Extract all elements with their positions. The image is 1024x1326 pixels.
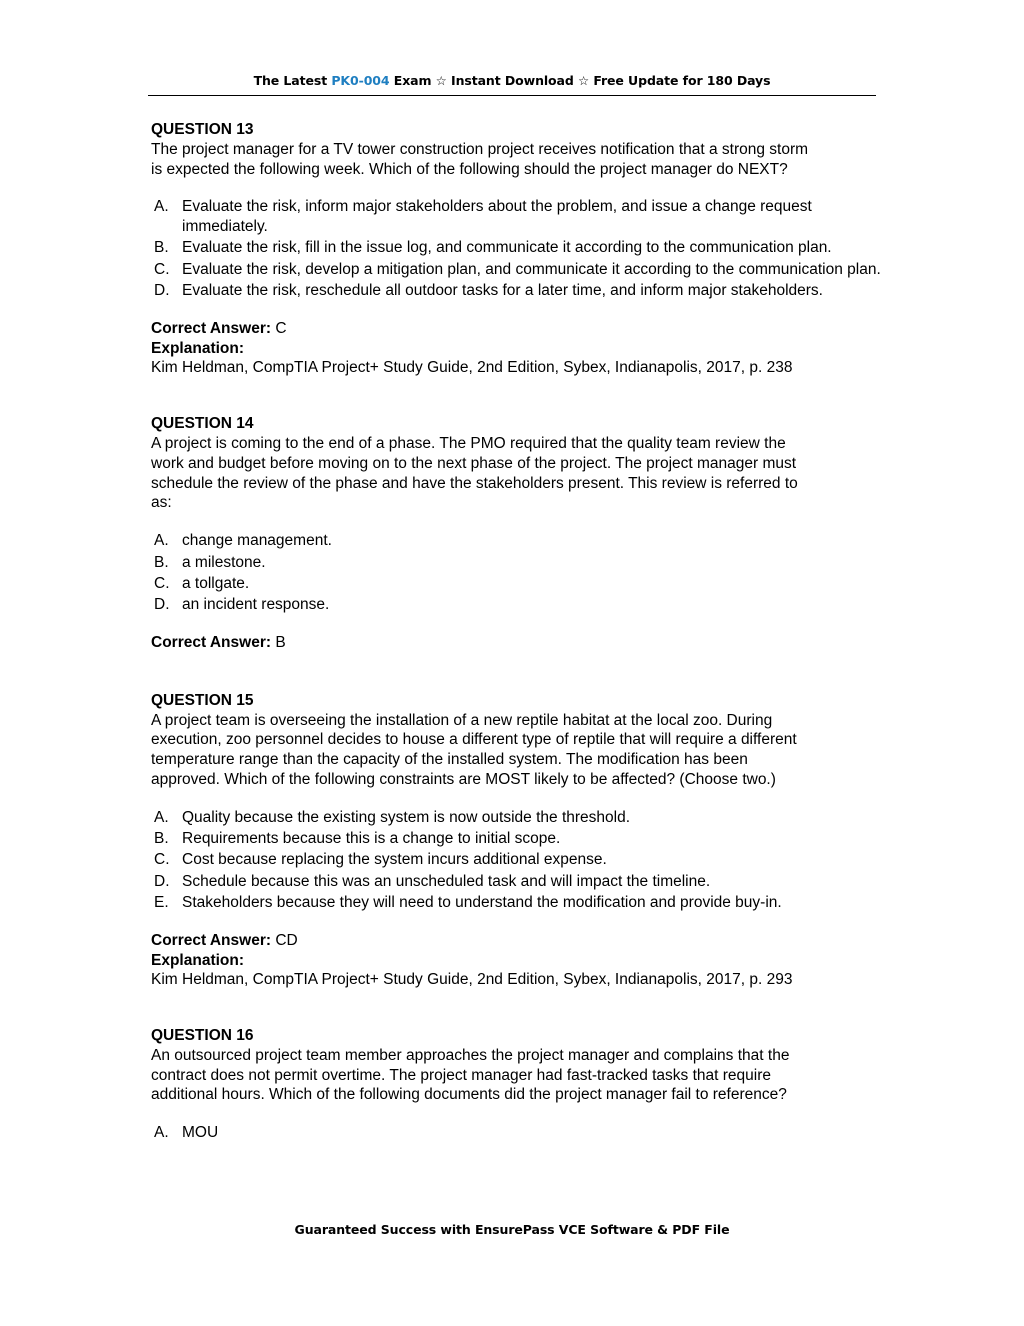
option-letter: E. [154,893,169,911]
option-item [151,260,901,280]
question-block [151,691,901,990]
header-suffix: Exam ☆ Instant Download ☆ Free Update for 180 Days [393,73,771,88]
options-list [151,1123,901,1143]
option-letter: A. [154,808,169,826]
option-text: Evaluate the risk, reschedule all outdoor tasks for a later time, and inform major stakeholders. [182,282,823,300]
option-letter: A. [154,532,169,550]
options-list [151,808,901,913]
option-text: Stakeholders because they will need to understand the modification and provide buy-in. [182,893,782,911]
option-item [151,531,901,551]
option-item [151,872,901,892]
option-item [151,238,901,258]
option-text: Schedule because this was an unscheduled task and will impact the timeline. [182,872,711,890]
stem-line: additional hours. Which of the following documents did the project manager fail to reference? [151,1086,787,1104]
question-block [151,414,901,652]
option-letter: D. [154,872,170,890]
stem-line: The project manager for a TV tower construction project receives notification that a strong storm [151,140,809,158]
option-item [151,574,901,594]
option-text: Evaluate the risk, fill in the issue log, and communicate it according to the communication plan. [182,239,832,257]
option-item [151,281,901,301]
option-letter: A. [154,1124,169,1142]
header-prefix: The Latest [253,73,328,88]
explanation-text: Kim Heldman, CompTIA Project+ Study Guide, 2nd Edition, Sybex, Indianapolis, 2017, p. 238 [151,359,793,377]
option-letter: A. [154,198,169,216]
correct-answer [151,319,901,339]
option-text: Evaluate the risk, inform major stakeholders about the problem, and issue a change request immediately. [182,198,812,236]
option-text: MOU [182,1124,219,1142]
explanation-label: Explanation: [151,951,245,969]
question-title: QUESTION 14 [151,415,254,433]
option-item [151,829,901,849]
option-item [151,197,901,237]
question-title: QUESTION 16 [151,1027,254,1045]
option-item [151,1123,901,1143]
page-footer: Guaranteed Success with EnsurePass VCE Software & PDF File [294,1222,730,1237]
option-letter: C. [154,574,170,592]
stem-line: execution, zoo personnel decides to house a different type of reptile that will require a different [151,731,797,749]
answer-value: B [275,633,286,651]
option-text: change management. [182,532,332,550]
explanation-text: Kim Heldman, CompTIA Project+ Study Guide, 2nd Edition, Sybex, Indianapolis, 2017, p. 293 [151,971,793,989]
correct-answer [151,931,901,951]
explanation-label: Explanation: [151,339,245,357]
question-stem [151,711,857,790]
stem-line: temperature range than the capacity of the installed system. The modification has been [151,751,748,769]
option-text: an incident response. [182,596,330,614]
option-text: a tollgate. [182,574,250,592]
stem-line: A project is coming to the end of a phase. The PMO required that the quality team review the [151,435,786,453]
option-letter: B. [154,553,169,571]
options-list [151,531,901,615]
option-letter: D. [154,282,170,300]
question-block [151,1026,901,1143]
stem-line: is expected the following week. Which of the following should the project manager do NEXT? [151,160,788,178]
options-list [151,197,901,300]
stem-line: schedule the review of the phase and have the stakeholders present. This review is referred to [151,474,798,492]
stem-line: An outsourced project team member approaches the project manager and complains that the [151,1046,790,1064]
question-block [151,120,901,378]
stem-line: approved. Which of the following constraints are MOST likely to be affected? (Choose two.) [151,770,776,788]
question-title: QUESTION 15 [151,691,254,709]
option-letter: B. [154,239,169,257]
question-stem [151,1046,857,1105]
option-letter: D. [154,596,170,614]
page-header [148,73,876,88]
stem-line: work and budget before moving on to the next phase of the project. The project manager must [151,454,797,472]
stem-line: as: [151,494,172,512]
header-divider [148,95,876,96]
answer-value: CD [275,931,298,949]
question-stem [151,140,857,180]
option-letter: C. [154,260,170,278]
option-item [151,850,901,870]
option-item [151,808,901,828]
answer-value: C [275,319,287,337]
stem-line: A project team is overseeing the installation of a new reptile habitat at the local zoo. During [151,711,773,729]
option-letter: B. [154,830,169,848]
option-text: Quality because the existing system is now outside the threshold. [182,808,631,826]
answer-label: Correct Answer: [151,319,272,337]
answer-label: Correct Answer: [151,633,272,651]
option-text: a milestone. [182,553,266,571]
correct-answer [151,633,901,653]
question-title: QUESTION 13 [151,121,254,138]
option-text: Evaluate the risk, develop a mitigation plan, and communicate it according to the communication plan. [182,260,881,278]
exam-code: PK0-004 [331,73,390,88]
question-stem [151,434,857,513]
option-item [151,595,901,615]
document-body [151,120,901,1145]
answer-label: Correct Answer: [151,931,272,949]
option-letter: C. [154,851,170,869]
option-text: Requirements because this is a change to initial scope. [182,830,561,848]
option-item [151,893,901,913]
stem-line: contract does not permit overtime. The project manager had fast-tracked tasks that require [151,1066,772,1084]
option-item [151,553,901,573]
option-text: Cost because replacing the system incurs additional expense. [182,851,607,869]
